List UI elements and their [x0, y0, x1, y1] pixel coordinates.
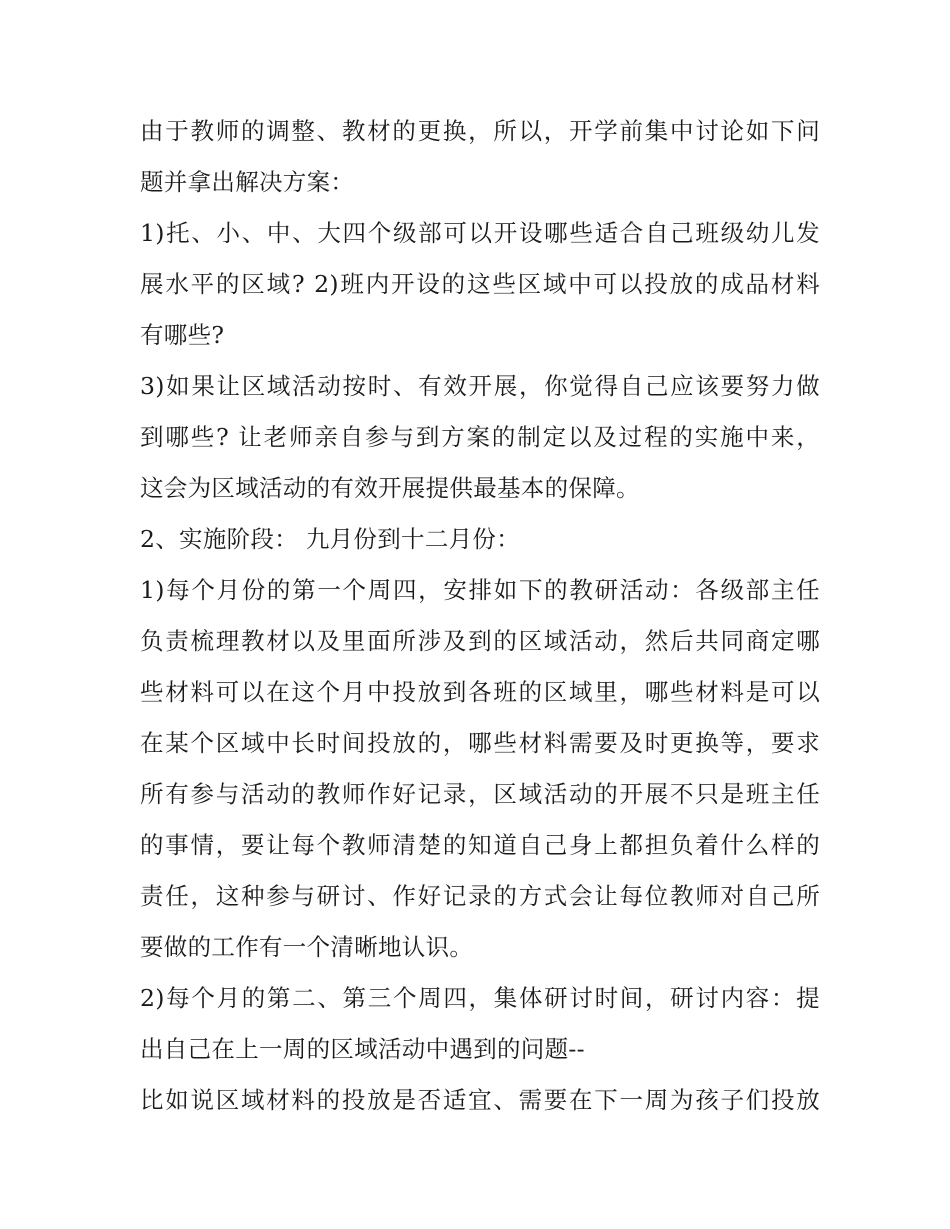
text-line: 题并拿出解决方案：: [140, 168, 355, 196]
text-line: 些材料可以在这个月中投放到各班的区域里，哪些材料是可以: [140, 678, 820, 706]
text-line: 展水平的区域? 2)班内开设的这些区域中可以投放的成品材料: [140, 270, 820, 298]
text-line: 到哪些? 让老师亲自参与到方案的制定以及过程的实施中来，: [140, 423, 820, 451]
text-line: 3)如果让区域活动按时、有效开展，你觉得自己应该要努力做: [140, 372, 820, 400]
text-line: 要做的工作有一个清晰地认识。: [140, 933, 474, 961]
text-line: 所有参与活动的教师作好记录，区域活动的开展不只是班主任: [140, 780, 820, 808]
text-line: 比如说区域材料的投放是否适宜、需要在下一周为孩子们投放: [140, 1086, 820, 1114]
text-line: 出自己在上一周的区域活动中遇到的问题--: [140, 1035, 585, 1063]
text-line: 负责梳理教材以及里面所涉及到的区域活动，然后共同商定哪: [140, 627, 820, 655]
text-line: 这会为区域活动的有效开展提供最基本的保障。: [140, 474, 640, 502]
text-line: 由于教师的调整、教材的更换，所以，开学前集中讨论如下问: [140, 117, 820, 145]
document-body: [140, 106, 820, 1126]
text-line: 1)每个月份的第一个周四，安排如下的教研活动：各级部主任: [140, 576, 820, 604]
text-line: 1)托、小、中、大四个级部可以开设哪些适合自己班级幼儿发: [140, 219, 820, 247]
text-line: 的事情，要让每个教师清楚的知道自己身上都担负着什么样的: [140, 831, 820, 859]
text-line: 有哪些?: [140, 321, 225, 349]
text-line: 在某个区域中长时间投放的，哪些材料需要及时更换等，要求: [140, 729, 820, 757]
text-line: 2)每个月的第二、第三个周四，集体研讨时间，研讨内容：提: [140, 984, 820, 1012]
text-line: 2、实施阶段： 九月份到十二月份：: [140, 525, 521, 553]
text-line: 责任，这种参与研讨、作好记录的方式会让每位教师对自己所: [140, 882, 820, 910]
